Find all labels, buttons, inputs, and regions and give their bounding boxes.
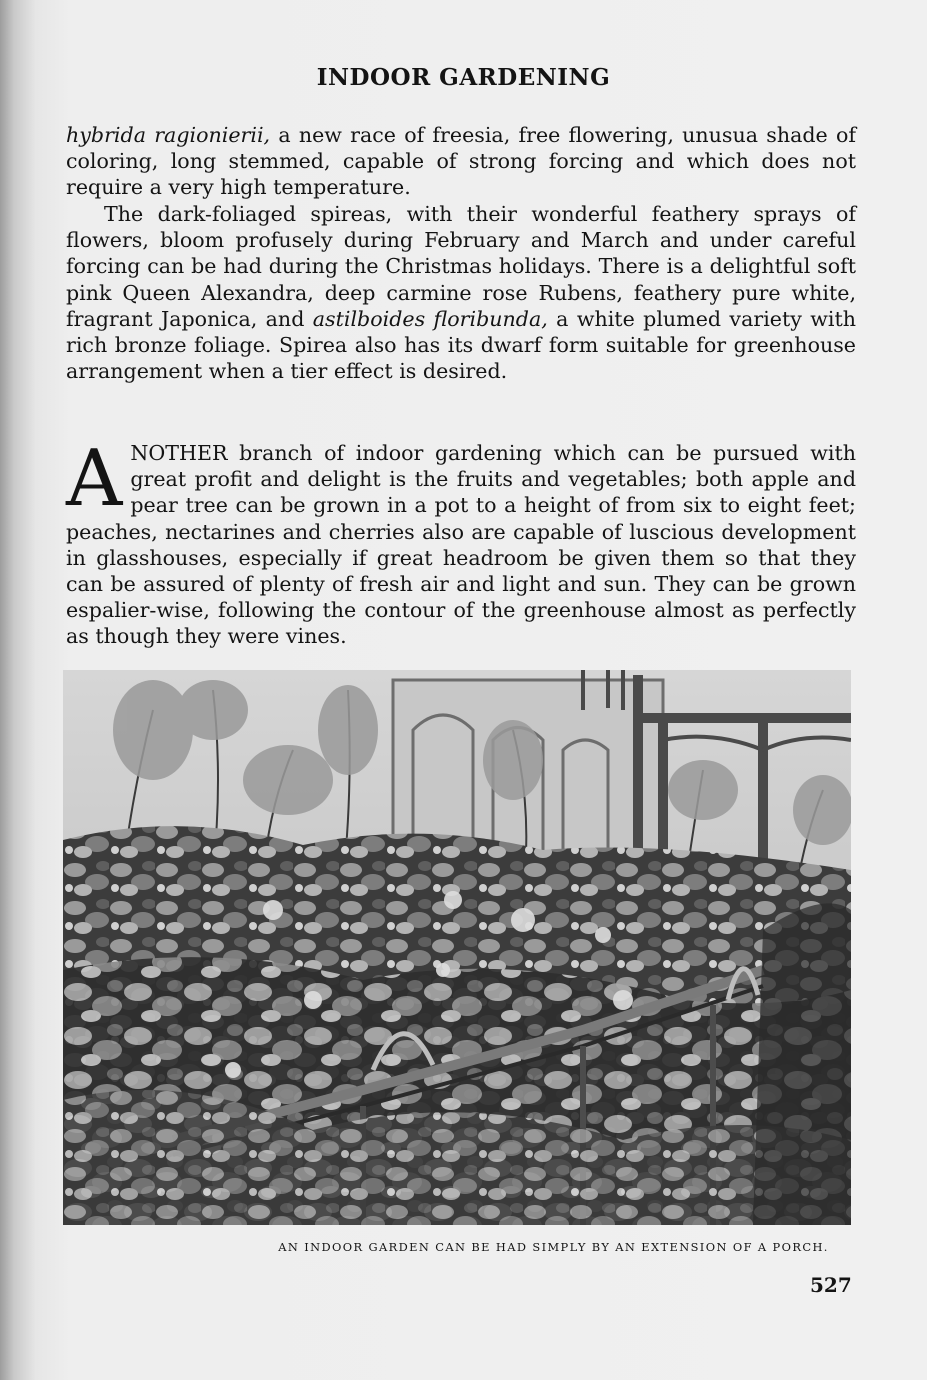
figure-caption: AN INDOOR GARDEN CAN BE HAD SIMPLY BY AN EXTENSION OF A PORCH. [278,1240,829,1254]
paragraph-freesia [66,122,856,201]
paragraph-text-after: a white plumed variety with rich bronze foliage. Spirea also has its dwarf form suitable for greenhouse arrangement when a tier effect is desired. [66,306,856,384]
drop-cap: A [66,434,123,524]
italic-botanical-name: hybrida ragionierii, [66,123,271,147]
paragraph-text-before: The dark-foliaged spireas, with their wonderful feathery sprays of flowers, bloom profusely during February and March and under careful forcing can be had during the Christmas holidays. There is a delightful soft pink Queen Alexandra, deep carmine rose Rubens, feathery pure white, fragrant Japonica, and [66,202,856,331]
page-title: INDOOR GARDENING [316,64,611,91]
paragraph-text: a new race of freesia, free flowering, unusua shade of coloring, long stemmed, capable of strong forcing and which does not require a very high temperature. [66,123,856,200]
paragraph-spireas [66,201,856,384]
page-number: 527 [810,1273,852,1297]
small-caps-word: NOTHER [130,441,228,465]
greenhouse-photo-illustration [63,670,851,1225]
paragraph-fruits [66,434,856,650]
paragraph-text: branch of indoor gardening which can be pursued with great profit and delight is the fruits and vegetables; both apple and pear tree can be grown in a pot to a height of from six to eight feet; peaches, nectarines and cherries also are capable of luscious development in glasshouses, especially if great headroom be given them so that they can be assured of plenty of fresh air and light and sun. They can be grown espalier-wise, following the contour of the greenhouse almost as perfectly as though they were vines. [66,441,856,649]
greenhouse-photograph [63,670,851,1225]
italic-botanical-name: astilboides floribunda, [312,306,548,331]
